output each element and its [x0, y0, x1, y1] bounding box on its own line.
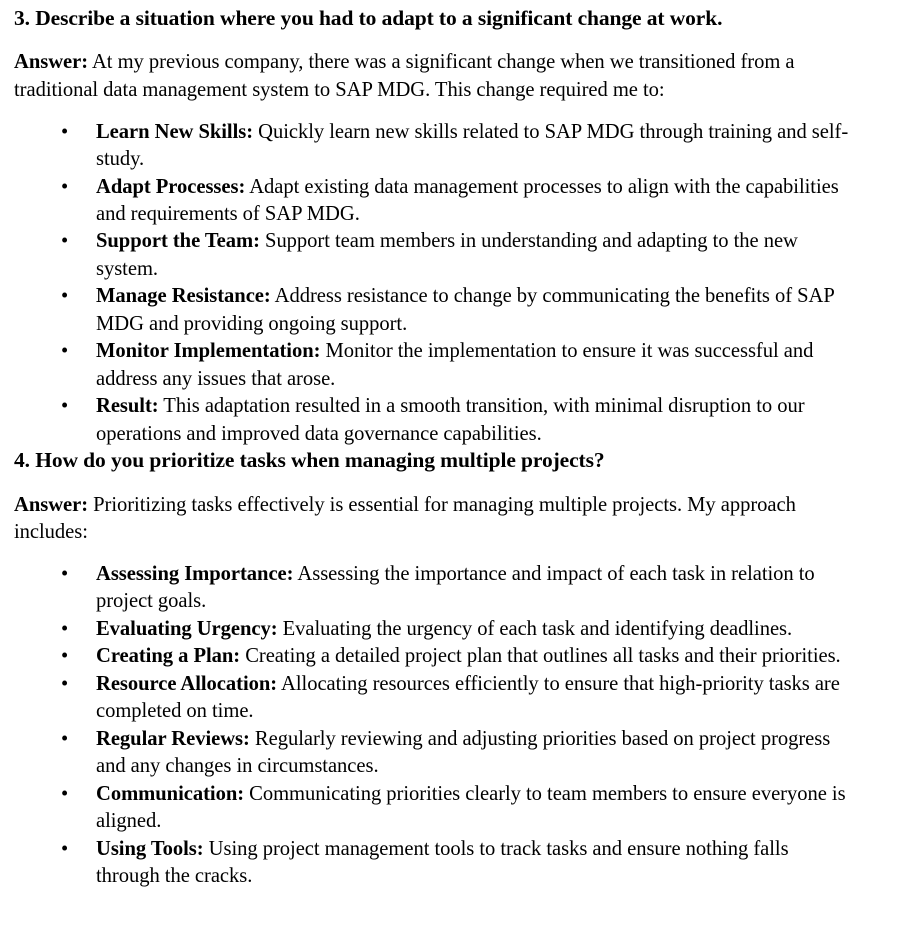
question-heading-3: 3. Describe a situation where you had to adapt to a significant change at work.	[14, 6, 723, 30]
bullet-point-icon: •	[61, 175, 69, 198]
bullet-list-4	[14, 561, 862, 891]
list-item	[14, 836, 862, 891]
bullet-point-icon: •	[61, 617, 69, 640]
list-item-term: Result:	[96, 395, 159, 418]
bullet-point-icon: •	[61, 782, 69, 805]
bullet-list-3	[14, 119, 862, 449]
list-item	[14, 283, 862, 338]
question-heading-4: 4. How do you prioritize tasks when managing multiple projects?	[14, 448, 605, 473]
list-item-text: This adaptation resulted in a smooth transition, with minimal disruption to our operations and improved data governance capabilities.	[96, 395, 805, 445]
list-item-term: Adapt Processes:	[96, 175, 246, 198]
bullet-point-icon: •	[61, 120, 69, 143]
list-item-text: Communicating priorities clearly to team members to ensure everyone is aligned.	[96, 782, 846, 833]
list-item-text: Allocating resources efficiently to ensure that high-priority tasks are completed on time.	[96, 672, 840, 723]
answer-label: Answer:	[14, 493, 89, 516]
list-item-term: Resource Allocation:	[96, 672, 278, 695]
list-item	[14, 228, 862, 283]
answer-label: Answer:	[14, 51, 89, 74]
list-item-term: Support the Team:	[96, 230, 260, 253]
list-item-term: Monitor Implementation:	[96, 340, 321, 363]
list-item-text: Creating a detailed project plan that outlines all tasks and their priorities.	[240, 645, 841, 668]
list-item-term: Assessing Importance:	[96, 562, 294, 585]
answer-text: Prioritizing tasks effectively is essential for managing multiple projects. My approach includes:	[14, 493, 796, 544]
list-item-term: Manage Resistance:	[96, 285, 271, 308]
bullet-point-icon: •	[61, 727, 69, 750]
bullet-point-icon: •	[61, 672, 69, 695]
bullet-point-icon: •	[61, 230, 69, 253]
list-item-text: Quickly learn new skills related to SAP MDG through training and self-study.	[96, 120, 849, 171]
list-item-text: Evaluating the urgency of each task and identifying deadlines.	[277, 617, 793, 640]
list-item	[14, 119, 862, 174]
list-item	[14, 671, 862, 726]
list-item	[14, 174, 862, 229]
list-item	[14, 616, 862, 643]
list-item	[14, 781, 862, 836]
list-item-term: Using Tools:	[96, 837, 204, 860]
bullet-point-icon: •	[61, 837, 69, 860]
list-item	[14, 393, 862, 448]
bullet-point-icon: •	[61, 562, 69, 585]
list-item-text: Adapt existing data management processes to align with the capabilities and requirements of SAP MDG.	[96, 175, 839, 225]
list-item-text: Monitor the implementation to ensure it was successful and address any issues that arose.	[96, 340, 814, 390]
answer-paragraph-3	[14, 49, 862, 104]
list-item-text: Support team members in understanding and adapting to the new system.	[96, 230, 798, 280]
bullet-point-icon: •	[61, 395, 69, 418]
bullet-point-icon: •	[61, 340, 69, 363]
list-item-text: Assessing the importance and impact of each task in relation to project goals.	[96, 562, 815, 613]
list-item-term: Communication:	[96, 782, 245, 805]
list-item-text: Address resistance to change by communicating the benefits of SAP MDG and providing ongoing support.	[96, 285, 834, 335]
answer-paragraph-4	[14, 492, 862, 547]
bullet-point-icon: •	[61, 645, 69, 668]
list-item-term: Evaluating Urgency:	[96, 617, 278, 640]
list-item	[14, 726, 862, 781]
list-item-term: Learn New Skills:	[96, 120, 254, 143]
bullet-point-icon: •	[61, 285, 69, 308]
list-item	[14, 643, 862, 670]
list-item-text: Using project management tools to track tasks and ensure nothing falls through the cracks.	[96, 837, 789, 888]
list-item-text: Regularly reviewing and adjusting priorities based on project progress and any changes in circumstances.	[96, 727, 831, 778]
list-item-term: Regular Reviews:	[96, 727, 250, 750]
list-item-term: Creating a Plan:	[96, 645, 241, 668]
answer-text: At my previous company, there was a significant change when we transitioned from a traditional data management system to SAP MDG. This change required me to:	[14, 51, 795, 101]
list-item	[14, 561, 862, 616]
list-item	[14, 338, 862, 393]
